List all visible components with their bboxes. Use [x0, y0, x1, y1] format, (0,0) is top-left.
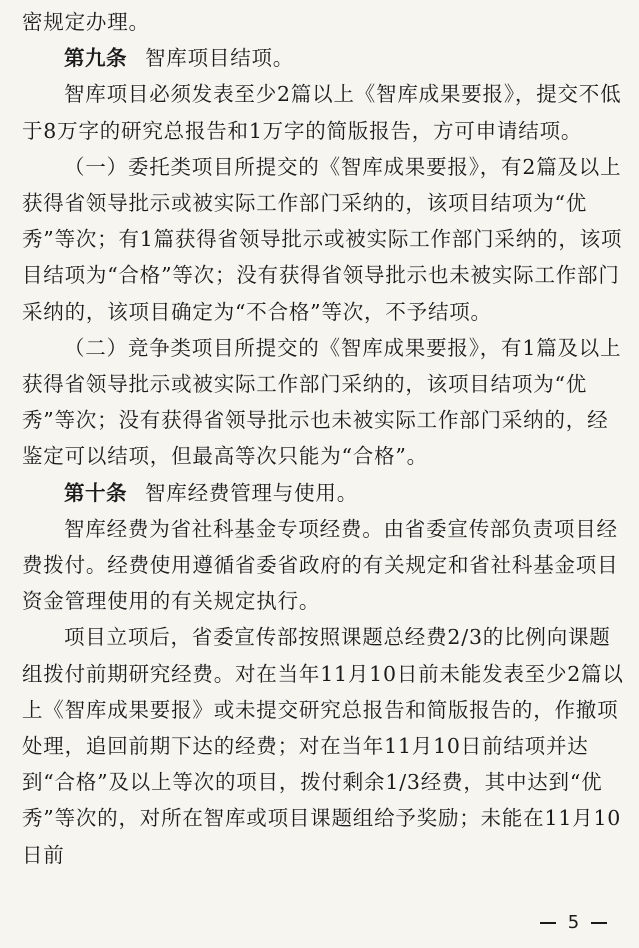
page-number [540, 912, 607, 933]
body-paragraph: 智库项目必须发表至少2篇以上《智库成果要报》，提交不低于8万字的研究总报告和1万字的简版报告，方可申请结项。 [22, 82, 622, 143]
article-number: 第九条 [64, 46, 127, 71]
document-body [22, 4, 628, 873]
page-number-dash-left [540, 922, 556, 924]
body-paragraph: （一）委托类项目所提交的《智库成果要报》，有2篇及以上获得省领导批示或被实际工作部门采纳的，该项目结项为“优秀”等次；有1篇获得省领导批示或被实际工作部门采纳的，该项目结项为“合格”等次；没有获得省领导批示也未被实际工作部门采纳的，该项目确定为“不合格”等次，不予结项。 [22, 154, 623, 324]
article-heading [22, 475, 628, 511]
article-title: 智库项目结项。 [145, 46, 295, 71]
article-title: 智库经费管理与使用。 [145, 480, 358, 505]
page-number-dash-right [591, 922, 607, 924]
article-number: 第十条 [64, 480, 127, 505]
page-number-value: 5 [567, 912, 580, 933]
body-paragraph: 密规定办理。 [22, 10, 150, 34]
body-paragraph: （二）竞争类项目所提交的《智库成果要报》，有1篇及以上获得省领导批示或被实际工作部门采纳的，该项目结项为“优秀”等次；没有获得省领导批示也未被实际工作部门采纳的，经鉴定可以结项，但最高等次只能为“合格”。 [22, 335, 622, 469]
body-paragraph: 项目立项后，省委宣传部按照课题总经费2/3的比例向课题组拨付前期研究经费。对在当年11月10日前未能发表至少2篇以上《智库成果要报》或未提交研究总报告和简版报告的，作撤项处理，追回前期下达的经费；对在当年11月10日前结项并达到“合格”及以上等次的项目，拨付剩余1/3经费，其中达到“优秀”等次的，对所在智库或项目课题组给予奖励；未能在11月10日前 [22, 625, 624, 867]
body-paragraph: 智库经费为省社科基金专项经费。由省委宣传部负责项目经费拨付。经费使用遵循省委省政府的有关规定和省社科基金项目资金管理使用的有关规定执行。 [22, 516, 619, 614]
article-heading [22, 40, 628, 76]
